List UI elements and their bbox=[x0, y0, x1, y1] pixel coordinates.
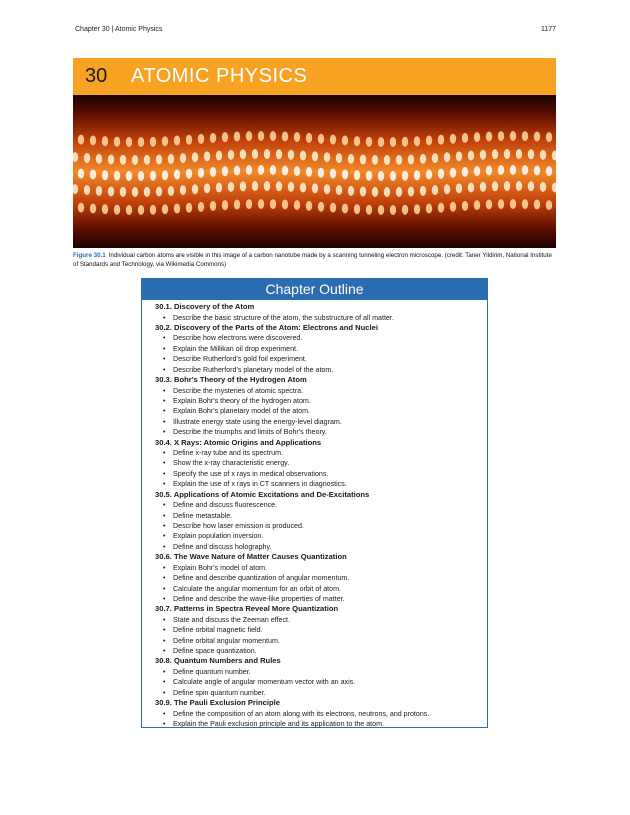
page-number: 1177 bbox=[540, 26, 556, 33]
carbon-atom bbox=[144, 155, 150, 165]
carbon-atom bbox=[318, 202, 324, 212]
carbon-atom bbox=[450, 134, 456, 144]
carbon-atom bbox=[120, 187, 126, 197]
carbon-atom bbox=[168, 154, 174, 164]
carbon-atom bbox=[198, 134, 204, 144]
carbon-atom bbox=[174, 170, 180, 180]
carbon-atom bbox=[90, 203, 96, 213]
outline-objective: • Explain Bohr's model of atom. bbox=[155, 563, 487, 573]
carbon-atom bbox=[342, 135, 348, 145]
carbon-atom bbox=[162, 136, 168, 146]
carbon-atom bbox=[162, 204, 168, 214]
carbon-atom bbox=[282, 200, 288, 210]
carbon-atom bbox=[234, 166, 240, 176]
carbon-atom bbox=[186, 203, 192, 213]
carbon-atom bbox=[186, 135, 192, 145]
carbon-atom bbox=[186, 169, 192, 179]
outline-objective: • Define x-ray tube and its spectrum. bbox=[155, 448, 487, 458]
carbon-atom bbox=[360, 186, 366, 196]
carbon-atom bbox=[300, 182, 306, 192]
carbon-atom bbox=[126, 171, 132, 181]
outline-objective: • Explain the Millikan oil drop experiment. bbox=[155, 344, 487, 354]
carbon-atom bbox=[522, 199, 528, 209]
carbon-atom bbox=[198, 202, 204, 212]
carbon-atom bbox=[258, 165, 264, 175]
carbon-atom bbox=[486, 200, 492, 210]
outline-objective: • Specify the use of x rays in medical observations. bbox=[155, 469, 487, 479]
carbon-atom bbox=[258, 131, 264, 141]
carbon-atom bbox=[336, 153, 342, 163]
outline-sections bbox=[142, 300, 487, 730]
carbon-atom bbox=[84, 185, 90, 195]
carbon-atom bbox=[294, 166, 300, 176]
carbon-atom bbox=[180, 185, 186, 195]
carbon-atom bbox=[528, 181, 534, 191]
carbon-atom bbox=[402, 137, 408, 147]
carbon-atom bbox=[486, 132, 492, 142]
carbon-atom bbox=[306, 167, 312, 177]
carbon-atom bbox=[426, 136, 432, 146]
carbon-atom bbox=[156, 187, 162, 197]
carbon-atom bbox=[246, 131, 252, 141]
carbon-atom bbox=[480, 182, 486, 192]
carbon-atom bbox=[354, 170, 360, 180]
carbon-atom bbox=[132, 155, 138, 165]
carbon-atom bbox=[378, 205, 384, 215]
carbon-atom bbox=[474, 132, 480, 142]
carbon-atom bbox=[90, 169, 96, 179]
outline-objective: • Describe Rutherford's planetary model of the atom. bbox=[155, 365, 487, 375]
carbon-atom bbox=[492, 149, 498, 159]
carbon-atom bbox=[252, 149, 258, 159]
carbon-atom bbox=[306, 201, 312, 211]
outline-objective: • Define orbital magnetic field. bbox=[155, 625, 487, 635]
carbon-atom bbox=[504, 149, 510, 159]
outline-objective: • Describe Rutherford's gold foil experiment. bbox=[155, 354, 487, 364]
carbon-atom bbox=[252, 181, 258, 191]
carbon-atom bbox=[342, 203, 348, 213]
outline-objective: • Explain Bohr's planetary model of the atom. bbox=[155, 406, 487, 416]
carbon-atom bbox=[456, 183, 462, 193]
carbon-atom bbox=[438, 203, 444, 213]
carbon-atom bbox=[174, 136, 180, 146]
chapter-number: 30 bbox=[85, 65, 108, 87]
carbon-atom bbox=[78, 135, 84, 145]
carbon-atom bbox=[120, 155, 126, 165]
carbon-atom bbox=[462, 201, 468, 211]
carbon-atom bbox=[246, 199, 252, 209]
carbon-atom bbox=[474, 200, 480, 210]
outline-objective: • Define metastable. bbox=[155, 511, 487, 521]
chapter-banner bbox=[73, 58, 556, 95]
carbon-atom bbox=[264, 149, 270, 159]
carbon-atom bbox=[468, 150, 474, 160]
carbon-atom bbox=[444, 184, 450, 194]
carbon-atom bbox=[156, 155, 162, 165]
carbon-atom bbox=[210, 133, 216, 143]
carbon-atom bbox=[408, 154, 414, 164]
carbon-atom bbox=[294, 132, 300, 142]
carbon-atom bbox=[132, 187, 138, 197]
carbon-atom bbox=[222, 132, 228, 142]
chapter-title: ATOMIC PHYSICS bbox=[131, 65, 308, 87]
carbon-atom bbox=[510, 165, 516, 175]
carbon-atom bbox=[90, 135, 96, 145]
carbon-atom bbox=[174, 204, 180, 214]
carbon-atom bbox=[192, 152, 198, 162]
carbon-atom bbox=[516, 181, 522, 191]
carbon-atom bbox=[450, 168, 456, 178]
carbon-atom bbox=[210, 167, 216, 177]
carbon-atom bbox=[438, 135, 444, 145]
running-head bbox=[75, 26, 556, 33]
outline-section-title: 30.9. The Pauli Exclusion Principle bbox=[155, 698, 280, 708]
carbon-atom bbox=[222, 166, 228, 176]
carbon-atom bbox=[312, 151, 318, 161]
carbon-atom bbox=[102, 204, 108, 214]
carbon-atom bbox=[258, 199, 264, 209]
carbon-atom bbox=[546, 132, 552, 142]
carbon-atom bbox=[324, 184, 330, 194]
outline-section-title: 30.6. The Wave Nature of Matter Causes Quantization bbox=[155, 552, 347, 562]
carbon-atom bbox=[378, 137, 384, 147]
carbon-atom bbox=[420, 154, 426, 164]
carbon-atom bbox=[228, 150, 234, 160]
outline-objective: • Calculate the angular momentum for an orbit of atom. bbox=[155, 584, 487, 594]
carbon-atom bbox=[84, 153, 90, 163]
carbon-atom bbox=[378, 171, 384, 181]
carbon-atom bbox=[102, 170, 108, 180]
carbon-atom bbox=[126, 137, 132, 147]
nanotube-image bbox=[73, 95, 556, 248]
carbon-atom bbox=[150, 205, 156, 215]
carbon-atom bbox=[462, 167, 468, 177]
carbon-atom bbox=[426, 204, 432, 214]
outline-section-title: 30.3. Bohr's Theory of the Hydrogen Atom bbox=[155, 375, 307, 385]
carbon-atom bbox=[294, 200, 300, 210]
carbon-atom bbox=[462, 133, 468, 143]
outline-objective: • Define and describe quantization of angular momentum. bbox=[155, 573, 487, 583]
carbon-atom bbox=[414, 136, 420, 146]
figure-caption-text: Individual carbon atoms are visible in this image of a carbon nanotube made by a scanning tunneling electron microscope. (credit: Taner Yildirim, National Institute of Standards and Technology, via Wikimedia Commons) bbox=[73, 252, 552, 268]
carbon-atom bbox=[384, 155, 390, 165]
carbon-atom bbox=[288, 182, 294, 192]
chapter-outline-title: Chapter Outline bbox=[142, 279, 487, 300]
carbon-atom bbox=[108, 154, 114, 164]
carbon-atom bbox=[234, 132, 240, 142]
carbon-atom bbox=[408, 186, 414, 196]
carbon-atom bbox=[288, 150, 294, 160]
carbon-atom bbox=[240, 181, 246, 191]
carbon-atom bbox=[396, 187, 402, 197]
carbon-atom bbox=[192, 184, 198, 194]
carbon-atom bbox=[510, 199, 516, 209]
carbon-atom bbox=[342, 169, 348, 179]
carbon-atom bbox=[330, 203, 336, 213]
carbon-atom bbox=[300, 150, 306, 160]
carbon-atom bbox=[282, 166, 288, 176]
carbon-atom bbox=[126, 205, 132, 215]
carbon-atom bbox=[336, 185, 342, 195]
carbon-atom bbox=[138, 171, 144, 181]
carbon-atom bbox=[390, 205, 396, 215]
carbon-atom bbox=[228, 182, 234, 192]
carbon-atom bbox=[534, 166, 540, 176]
carbon-atom bbox=[114, 205, 120, 215]
carbon-atom bbox=[372, 155, 378, 165]
carbon-atom bbox=[492, 181, 498, 191]
carbon-atom bbox=[246, 165, 252, 175]
carbon-atom bbox=[348, 154, 354, 164]
carbon-atom bbox=[276, 149, 282, 159]
carbon-atom bbox=[210, 201, 216, 211]
carbon-atom bbox=[474, 166, 480, 176]
carbon-atom bbox=[414, 204, 420, 214]
carbon-atom bbox=[504, 181, 510, 191]
outline-objective: • Explain the Pauli exclusion principle and its application to the atom. bbox=[155, 719, 487, 729]
carbon-atom bbox=[426, 170, 432, 180]
carbon-atom bbox=[402, 171, 408, 181]
carbon-atom bbox=[216, 151, 222, 161]
carbon-atom bbox=[276, 181, 282, 191]
carbon-atom bbox=[444, 152, 450, 162]
carbon-atom bbox=[318, 168, 324, 178]
carbon-atom bbox=[282, 132, 288, 142]
carbon-atom bbox=[270, 165, 276, 175]
carbon-atom bbox=[240, 149, 246, 159]
carbon-atom bbox=[498, 165, 504, 175]
carbon-atom bbox=[78, 203, 84, 213]
carbon-atom bbox=[486, 166, 492, 176]
outline-objective: • Define and discuss holography. bbox=[155, 542, 487, 552]
outline-section-title: 30.8. Quantum Numbers and Rules bbox=[155, 656, 281, 666]
carbon-atom bbox=[102, 136, 108, 146]
carbon-atom bbox=[528, 149, 534, 159]
carbon-atom bbox=[516, 149, 522, 159]
carbon-atom bbox=[510, 131, 516, 141]
carbon-atom bbox=[348, 186, 354, 196]
carbon-atom bbox=[402, 205, 408, 215]
figure-caption bbox=[73, 252, 556, 269]
carbon-atom bbox=[204, 151, 210, 161]
carbon-atom bbox=[420, 186, 426, 196]
carbon-atom bbox=[138, 205, 144, 215]
carbon-atom bbox=[432, 185, 438, 195]
carbon-atom bbox=[372, 187, 378, 197]
carbon-atom bbox=[366, 137, 372, 147]
carbon-atom bbox=[114, 171, 120, 181]
carbon-atom bbox=[540, 182, 546, 192]
carbon-atom bbox=[390, 137, 396, 147]
carbon-atom bbox=[522, 165, 528, 175]
carbon-atom bbox=[396, 155, 402, 165]
chapter-label: Chapter 30 | Atomic Physics bbox=[75, 26, 163, 33]
outline-objective: • Define and describe the wave-like properties of matter. bbox=[155, 594, 487, 604]
carbon-atom bbox=[270, 131, 276, 141]
outline-section-title: 30.5. Applications of Atomic Excitations and De-Excitations bbox=[155, 489, 370, 499]
carbon-atom bbox=[354, 204, 360, 214]
carbon-atom bbox=[534, 132, 540, 142]
outline-objective: • Define spin quantum number. bbox=[155, 688, 487, 698]
carbon-atom bbox=[108, 186, 114, 196]
carbon-atom bbox=[414, 170, 420, 180]
chapter-outline-box bbox=[141, 278, 488, 728]
outline-objective: • Describe the basic structure of the atom, the substructure of all matter. bbox=[155, 313, 487, 323]
carbon-atom bbox=[150, 137, 156, 147]
outline-objective: • Calculate angle of angular momentum vector with an axis. bbox=[155, 677, 487, 687]
carbon-atom bbox=[78, 169, 84, 179]
outline-objective: • Define space quantization. bbox=[155, 646, 487, 656]
carbon-atom bbox=[354, 136, 360, 146]
carbon-atom bbox=[150, 171, 156, 181]
carbon-atom bbox=[360, 154, 366, 164]
carbon-atom bbox=[522, 131, 528, 141]
carbon-atom bbox=[222, 200, 228, 210]
carbon-atom bbox=[198, 168, 204, 178]
outline-objective: • Explain Bohr's theory of the hydrogen atom. bbox=[155, 396, 487, 406]
carbon-atom bbox=[144, 187, 150, 197]
outline-section-title: 30.4. X Rays: Atomic Origins and Applications bbox=[155, 437, 322, 447]
outline-objective: • Describe the mysteries of atomic spectra. bbox=[155, 386, 487, 396]
carbon-atom bbox=[330, 135, 336, 145]
carbon-atom bbox=[96, 154, 102, 164]
outline-objective: • Illustrate energy state using the energy-level diagram. bbox=[155, 417, 487, 427]
carbon-atom bbox=[162, 170, 168, 180]
carbon-atom bbox=[180, 153, 186, 163]
carbon-atom bbox=[330, 169, 336, 179]
outline-objective: • Describe the triumphs and limits of Bohr's theory. bbox=[155, 427, 487, 437]
carbon-atom bbox=[498, 199, 504, 209]
carbon-atom bbox=[324, 152, 330, 162]
carbon-atom bbox=[540, 150, 546, 160]
outline-objective: • Define quantum number. bbox=[155, 667, 487, 677]
carbon-atom bbox=[546, 200, 552, 210]
carbon-atom bbox=[456, 151, 462, 161]
carbon-atom bbox=[204, 183, 210, 193]
outline-objective: • Define the composition of an atom along with its electrons, neutrons, and protons. bbox=[155, 709, 487, 719]
outline-section-title: 30.7. Patterns in Spectra Reveal More Quantization bbox=[155, 604, 339, 614]
carbon-atom bbox=[480, 150, 486, 160]
carbon-atom bbox=[432, 153, 438, 163]
carbon-atom bbox=[438, 169, 444, 179]
outline-objective: • Describe how electrons were discovered. bbox=[155, 333, 487, 343]
carbon-atom bbox=[546, 166, 552, 176]
carbon-atom bbox=[306, 133, 312, 143]
outline-section-title: 30.1. Discovery of the Atom bbox=[155, 302, 255, 311]
outline-objective: • Explain population inversion. bbox=[155, 531, 487, 541]
carbon-atom bbox=[168, 186, 174, 196]
carbon-atom bbox=[366, 205, 372, 215]
nanotube-svg bbox=[73, 95, 556, 248]
carbon-atom bbox=[264, 181, 270, 191]
carbon-atom bbox=[384, 187, 390, 197]
carbon-atom bbox=[534, 200, 540, 210]
carbon-atom bbox=[234, 200, 240, 210]
carbon-atom bbox=[390, 171, 396, 181]
figure-label: Figure 30.1 bbox=[73, 252, 106, 259]
carbon-atom bbox=[468, 182, 474, 192]
outline-objective: • Show the x-ray characteristic energy. bbox=[155, 458, 487, 468]
carbon-atom bbox=[270, 199, 276, 209]
carbon-atom bbox=[96, 186, 102, 196]
outline-objective: • Define and discuss fluorescence. bbox=[155, 500, 487, 510]
carbon-atom bbox=[366, 171, 372, 181]
carbon-atom bbox=[138, 137, 144, 147]
carbon-atom bbox=[114, 137, 120, 147]
carbon-atom bbox=[450, 202, 456, 212]
outline-objective: • Explain the use of x rays in CT scanners in diagnostics. bbox=[155, 479, 487, 489]
outline-objective: • Describe how laser emission is produced. bbox=[155, 521, 487, 531]
outline-objective: • State and discuss the Zeeman effect. bbox=[155, 615, 487, 625]
outline-section-title: 30.2. Discovery of the Parts of the Atom: Electrons and Nuclei bbox=[155, 322, 378, 332]
outline-objective: • Define orbital angular momentum. bbox=[155, 636, 487, 646]
carbon-atom bbox=[312, 183, 318, 193]
carbon-atom bbox=[318, 134, 324, 144]
carbon-atom bbox=[216, 183, 222, 193]
carbon-atom bbox=[498, 131, 504, 141]
